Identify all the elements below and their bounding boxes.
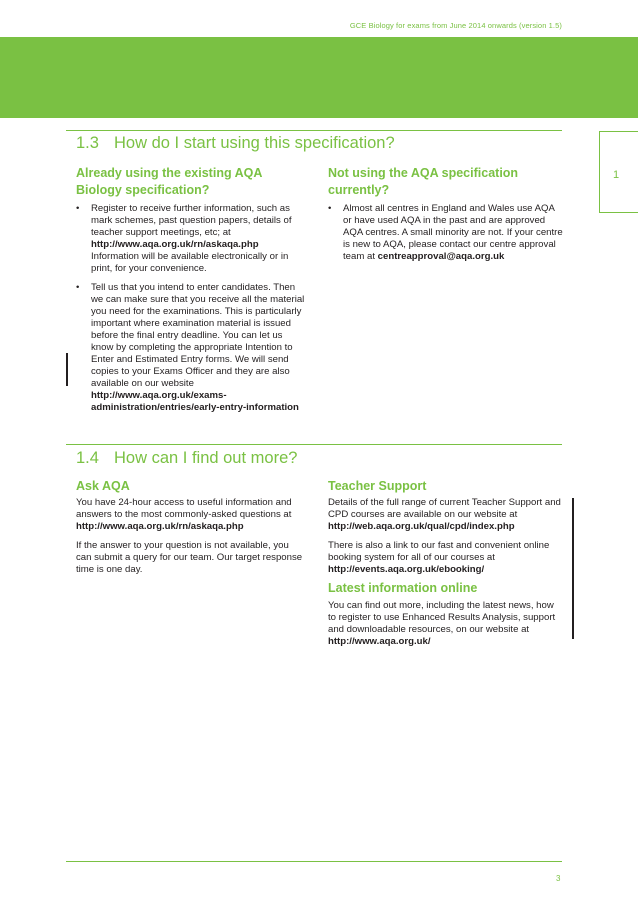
cpd-link[interactable]: http://web.aqa.org.uk/qual/cpd/index.php — [328, 521, 515, 532]
page-number: 3 — [556, 874, 561, 883]
ebooking-link[interactable]: http://events.aqa.org.uk/ebooking/ — [328, 564, 485, 575]
list-item: • Register to receive further information, such as mark schemes, past question papers, details of teacher support meetings, etc; at http://www.aqa.org.uk/rn/askaqa.php Information will be available electronically or in print, for your convenience. — [76, 203, 306, 275]
running-header: GCE Biology for exams from June 2014 onwards (version 1.5) — [349, 21, 562, 30]
list-item: • Tell us that you intend to enter candidates. Then we can make sure that you receive all the material you need for the examinations. This is particularly important where examination material is issued before the final entry deadline. You can let us know by completing the appropriate Intention to Enter and Estimated Entry forms. We will send copies to your Exams Officer and they are also available on our website http://www.aqa.org.uk/exams-administration/entries/early-entry-information — [76, 282, 306, 414]
section-number: 1.3 — [76, 134, 99, 152]
bullet-list-existing — [76, 203, 306, 421]
section-title-1-4 — [76, 449, 297, 468]
change-bar — [66, 353, 68, 386]
askaqa-link-2[interactable]: http://www.aqa.org.uk/rn/askaqa.php — [76, 521, 244, 532]
latest-info-paragraph: You can find out more, including the latest news, how to register to use Enhanced Results Analysis, support and downloadable resources, on our website at http://www.aqa.org.uk/ — [328, 600, 556, 647]
chapter-tab — [599, 131, 638, 213]
ask-aqa-paragraph-2: If the answer to your question is not available, you can submit a query for our team. Our target response time is one day. — [76, 540, 303, 575]
section-number: 1.4 — [76, 449, 99, 467]
bullet-list-new — [328, 203, 563, 270]
subheading-already-using: Already using the existing AQA Biology specification? — [76, 166, 262, 197]
teacher-support-paragraph: Details of the full range of current Teacher Support and CPD courses are available on our website at http://web.aqa.org.uk/qual/cpd/index.php — [328, 497, 561, 532]
ask-aqa-paragraph: You have 24-hour access to useful information and answers to the most commonly-asked questions at http://www.aqa.org.uk/rn/askaqa.php — [76, 497, 292, 532]
aqa-home-link[interactable]: http://www.aqa.org.uk/ — [328, 636, 431, 647]
subheading-teacher-support: Teacher Support — [328, 479, 427, 493]
header-band — [0, 37, 638, 118]
section-rule-top — [66, 130, 562, 131]
subheading-latest-info: Latest information online — [328, 581, 478, 595]
chapter-number: 1 — [613, 169, 620, 181]
early-entry-link[interactable]: http://www.aqa.org.uk/exams-administration/entries/early-entry-information — [91, 390, 299, 413]
footer-rule — [66, 861, 562, 862]
subheading-not-using: Not using the AQA specification currently? — [328, 166, 519, 197]
booking-paragraph: There is also a link to our fast and convenient online booking system for all of our courses at http://events.aqa.org.uk/ebooking/ — [328, 540, 550, 575]
change-bar — [572, 498, 574, 639]
section-heading: How can I find out more? — [114, 449, 298, 467]
section-rule — [66, 444, 562, 445]
list-item: • Almost all centres in England and Wales use AQA or have used AQA in the past and are approved AQA centres. A small minority are not. If your centre is new to AQA, please contact our centre approval team at centreapproval@aqa.org.uk — [328, 203, 563, 263]
section-title-1-3 — [76, 134, 395, 153]
subheading-ask-aqa: Ask AQA — [76, 479, 130, 493]
askaqa-link[interactable]: http://www.aqa.org.uk/rn/askaqa.php — [91, 239, 259, 250]
section-heading: How do I start using this specification? — [114, 134, 395, 152]
centre-approval-email-link[interactable]: centreapproval@aqa.org.uk — [377, 251, 505, 262]
